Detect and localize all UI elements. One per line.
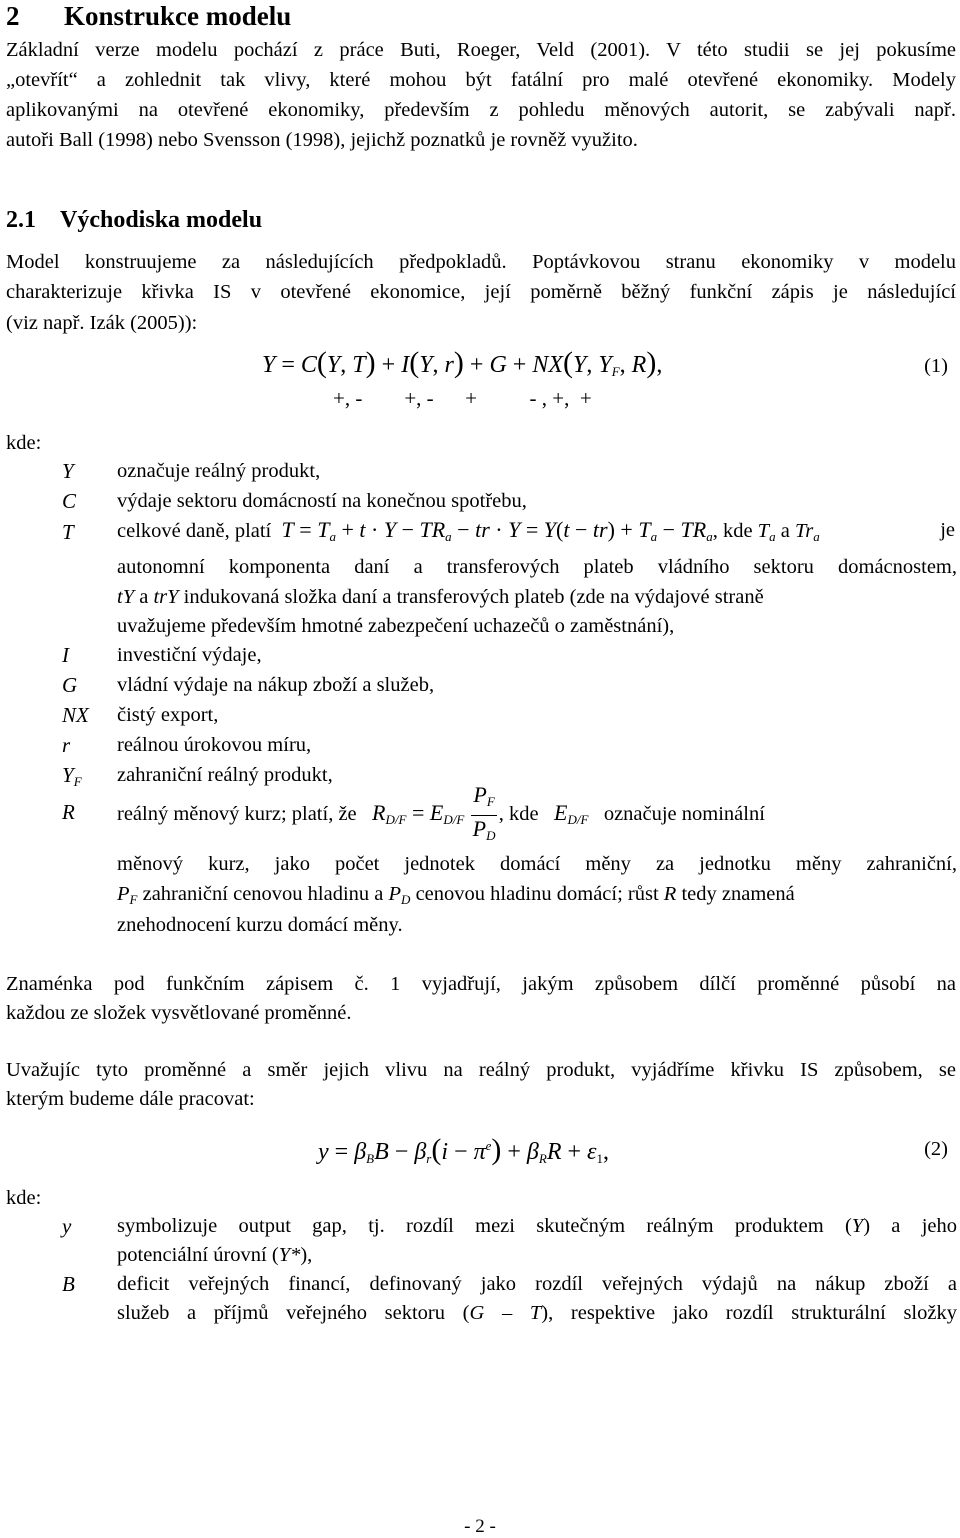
def-text-YF: zahraniční reálný produkt, bbox=[117, 764, 333, 786]
def-text-G: vládní výdaje na nákup zboží a služeb, bbox=[117, 674, 435, 696]
def-text-T-line-1: celkové daně, platí $T = T_a + t \cdot Y - TR_a$ − tr · $Y = Y(t - tr) + T_a - TR_a$, kde $T_a$ a $Tr_a$ je bbox=[117, 517, 955, 544]
def-text-C: výdaje sektoru domácností na konečnou spotřebu, bbox=[117, 490, 527, 512]
equation-2-number: (2) bbox=[924, 1138, 948, 1160]
def-symbol-YF: $Y_F$ bbox=[62, 763, 82, 789]
def-text-Y: označuje reálný produkt, bbox=[117, 460, 321, 482]
section-line-2: charakterizuje křivka IS v otevřené ekonomice, její poměrně běžný funkční zápis je následující bbox=[6, 281, 956, 303]
def-text-I: investiční výdaje, bbox=[117, 644, 262, 666]
def-symbol-NX: NX bbox=[62, 703, 89, 727]
section-line-1: Model konstruujeme za následujících předpokladů. Poptávkovou stranu ekonomiky v modelu bbox=[6, 251, 956, 273]
def-text-T-line-4: uvažujeme především hmotné zabezpečení uchazečů o zaměstnání), bbox=[117, 615, 675, 637]
def-text-NX: čistý export, bbox=[117, 704, 219, 726]
def-symbol-C: C bbox=[62, 489, 77, 513]
intro-line-3: aplikovanými na otevřené ekonomiky, především z pohledu měnových autorit, se zabývali např. bbox=[6, 99, 956, 121]
kde-label-1: kde: bbox=[6, 432, 42, 454]
def-text-R-line-1: reálný měnový kurz; platí, že $R_{D/F} = E_{D/F}$ $\frac{P_F}{P_D}$ , kde $E_{D/F}$ označuje nominální bbox=[117, 782, 765, 843]
def-symbol-r: r bbox=[62, 733, 71, 757]
section-heading bbox=[6, 0, 291, 32]
page-number: - 2 - bbox=[464, 1516, 496, 1537]
def-symbol-T: T bbox=[62, 520, 74, 544]
equation-2: $y = \beta_BB - \beta_r(i - \pi^e) + \beta_RR + \varepsilon_1$, bbox=[318, 1133, 610, 1166]
def-text-r: reálnou úrokovou míru, bbox=[117, 734, 312, 756]
def-symbol-G: G bbox=[62, 673, 78, 697]
def-text-B-line-1: deficit veřejných financí, definovaný jako rozdíl veřejných výdajů na nákup zboží a bbox=[117, 1273, 957, 1295]
def-text-R-line-3: $P_F$ zahraniční cenovou hladinu a $P_D$ cenovou hladinu domácí; růst R tedy znamená bbox=[117, 883, 795, 907]
section-number: 2 bbox=[6, 1, 20, 31]
intro-line-4: autoři Ball (1998) nebo Svensson (1998), jejichž poznatků je rovněž využito. bbox=[6, 129, 638, 151]
def-text-y-line-1: symbolizuje output gap, tj. rozdíl mezi skutečným reálným produktem (Y) a jeho bbox=[117, 1215, 957, 1237]
is-line-2: kterým budeme dále pracovat: bbox=[6, 1088, 255, 1110]
section-line-3: (viz např. Izák (2005)): bbox=[6, 312, 198, 334]
equation-1-number: (1) bbox=[924, 355, 948, 377]
equation-1-signs: +, - +, - + - , +, + bbox=[333, 386, 592, 410]
section-title: Konstrukce modelu bbox=[64, 1, 292, 31]
subsection-number: 2.1 bbox=[6, 207, 36, 233]
def-text-R-line-4: znehodnocení kurzu domácí měny. bbox=[117, 914, 403, 936]
def-text-T-line-2: autonomní komponenta daní a transferových plateb vládního sektoru domácnostem, bbox=[117, 556, 957, 578]
intro-line-1: Základní verze modelu pochází z práce Buti, Roeger, Veld (2001). V této studii se jej pokusíme bbox=[6, 39, 956, 61]
intro-line-2: „otevřít“ a zohlednit tak vlivy, které mohou být fatální pro malé otevřené ekonomiky. Modely bbox=[6, 69, 956, 91]
subsection-heading bbox=[6, 205, 262, 235]
def-text-B-line-2: služeb a příjmů veřejného sektoru (G – T), respektive jako rozdíl strukturální složky bbox=[117, 1302, 957, 1324]
def-text-R-line-2: měnový kurz, jako počet jednotek domácí měny za jednotku měny zahraniční, bbox=[117, 853, 957, 875]
def-symbol-B: B bbox=[62, 1272, 75, 1296]
equation-1: Y = C(Y, T) + I(Y, r) + G + NX(Y, $Y_F$, R), bbox=[262, 346, 663, 379]
def-symbol-R: R bbox=[62, 800, 75, 824]
signs-line-1: Znaménka pod funkčním zápisem č. 1 vyjadřují, jakým způsobem dílčí proměnné působí na bbox=[6, 973, 956, 995]
def-symbol-y: y bbox=[62, 1214, 72, 1238]
def-symbol-I: I bbox=[62, 643, 69, 667]
subsection-title: Východiska modelu bbox=[60, 207, 263, 233]
def-symbol-Y: Y bbox=[62, 459, 74, 483]
def-text-y-line-2: potenciální úrovní (Y*), bbox=[117, 1244, 313, 1266]
def-text-T-line-3: tY a trY indukovaná složka daní a transferových plateb (zde na výdajové straně bbox=[117, 586, 764, 608]
kde-label-2: kde: bbox=[6, 1187, 42, 1209]
signs-line-2: každou ze složek vysvětlované proměnné. bbox=[6, 1002, 352, 1024]
is-line-1: Uvažujíc tyto proměnné a směr jejich vlivu na reálný produkt, vyjádříme křivku IS způsobem, se bbox=[6, 1059, 956, 1081]
